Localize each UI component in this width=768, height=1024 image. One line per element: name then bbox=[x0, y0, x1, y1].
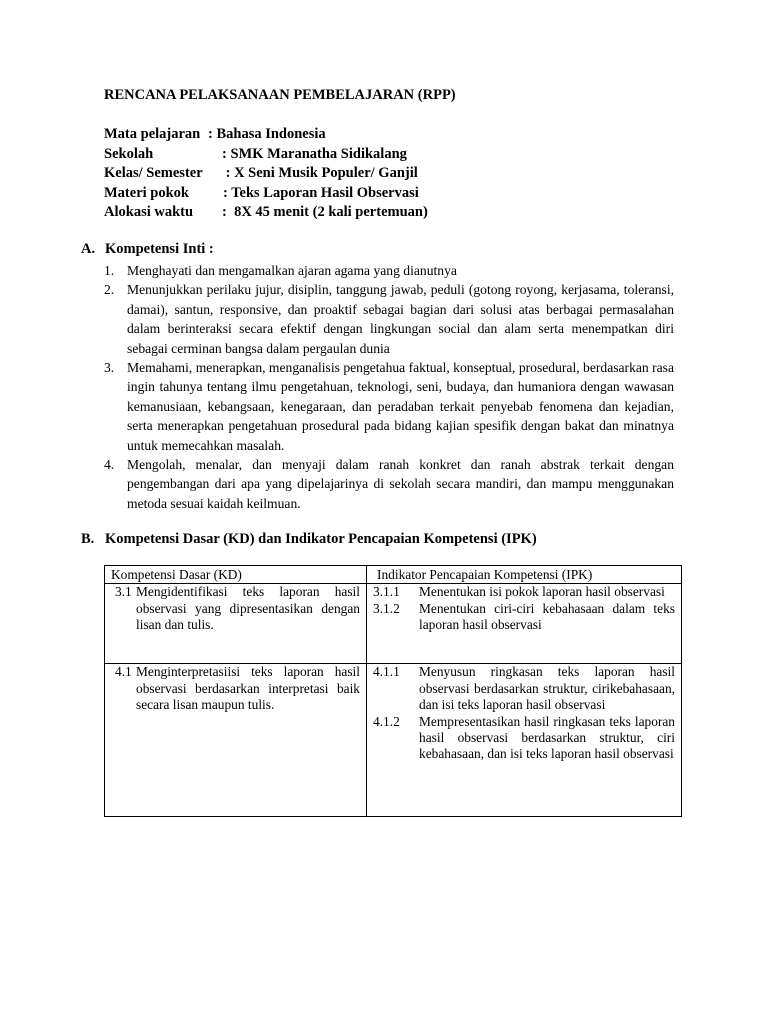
kd-item bbox=[111, 584, 360, 633]
list-item bbox=[104, 455, 674, 513]
meta-label: Mata pelajaran bbox=[104, 126, 201, 142]
list-item-number: 1. bbox=[104, 263, 115, 278]
table-cell bbox=[367, 664, 682, 817]
kompetensi-inti-list bbox=[104, 261, 674, 513]
meta-value: : Bahasa Indonesia bbox=[208, 126, 326, 142]
section-letter: B. bbox=[81, 531, 95, 547]
ipk-item bbox=[373, 664, 675, 713]
table-header-cell: Indikator Pencapaian Kompetensi (IPK) bbox=[367, 566, 682, 584]
meta-row-school bbox=[104, 146, 684, 166]
meta-label: Kelas/ Semester bbox=[104, 165, 203, 181]
meta-row-time bbox=[104, 204, 684, 224]
meta-label: Materi pokok bbox=[104, 184, 189, 201]
ipk-item bbox=[373, 714, 675, 763]
ipk-item bbox=[373, 584, 675, 600]
meta-value: : 8X 45 menit (2 kali pertemuan) bbox=[222, 204, 428, 220]
table-row bbox=[105, 664, 682, 817]
ipk-number: 3.1.2 bbox=[373, 600, 400, 616]
ipk-number: 4.1.2 bbox=[373, 713, 400, 729]
section-title: Kompetensi Inti : bbox=[105, 241, 214, 257]
list-item-text: Mengolah, menalar, dan menyaji dalam ranah konkret dan ranah abstrak terkait dengan pengembangan dari apa yang dipelajarinya di sekolah secara mandiri, dan mampu menggunakan metoda sesuai kaidah keilmuan. bbox=[127, 457, 674, 511]
list-item-number: 4. bbox=[104, 457, 115, 473]
list-item-text: Menghayati dan mengamalkan ajaran agama yang dianutnya bbox=[127, 263, 457, 278]
ipk-number: 3.1.1 bbox=[373, 584, 400, 600]
list-item bbox=[104, 280, 674, 358]
kd-text: Mengidentifikasi teks laporan hasil observasi yang dipresentasikan dengan lisan dan tulis. bbox=[136, 584, 360, 633]
ipk-text: Menentukan ciri-ciri kebahasaan dalam teks laporan hasil observasi bbox=[419, 600, 675, 633]
meta-value: : Teks Laporan Hasil Observasi bbox=[223, 184, 419, 201]
kd-item bbox=[111, 664, 360, 713]
ipk-text: Mempresentasikan hasil ringkasan teks laporan hasil observasi berdasarkan struktur, ciri kebahasaan, dan isi teks laporan hasil observasi bbox=[419, 713, 675, 762]
meta-value: : X Seni Musik Populer/ Ganjil bbox=[222, 165, 418, 181]
list-item bbox=[104, 358, 674, 455]
metadata-block bbox=[104, 126, 684, 224]
table-cell bbox=[367, 584, 682, 664]
kd-number: 4.1 bbox=[115, 664, 132, 680]
ipk-item bbox=[373, 601, 675, 634]
list-item-number: 3. bbox=[104, 360, 115, 376]
ipk-text: Menyusun ringkasan teks laporan hasil observasi berdasarkan struktur, cirikebahasaan, dan isi teks laporan hasil observasi bbox=[419, 664, 675, 713]
table-header-row bbox=[105, 566, 682, 584]
meta-label: Sekolah bbox=[104, 145, 154, 162]
section-letter: A. bbox=[81, 241, 96, 257]
meta-value: : SMK Maranatha Sidikalang bbox=[222, 145, 407, 162]
table-cell bbox=[105, 584, 367, 664]
meta-row-class-semester bbox=[104, 165, 684, 185]
kd-ipk-table bbox=[104, 565, 682, 817]
meta-label: Alokasi waktu bbox=[104, 204, 194, 220]
kd-text: Menginterpretasiisi teks laporan hasil observasi berdasarkan interpretasi baik secara lisan maupun tulis. bbox=[136, 664, 360, 713]
list-item-number: 2. bbox=[104, 282, 115, 298]
kd-number: 3.1 bbox=[115, 584, 132, 600]
list-item-text: Memahami, menerapkan, menganalisis pengetahua faktual, konseptual, prosedural, berdasarkan rasa ingin tahunya tentang ilmu pengetahuan, teknologi, seni, budaya, dan humaniora dengan wawasan kemanusiaan, kebangsaan, kenegaraan, dan peradaban terkait penyebab fenomena dan kejadian, serta menerapkan pengetahuan prosedural pada bidang kajian spesifik dengan bakat dan minatnya untuk memecahkan masalah. bbox=[127, 360, 674, 453]
table-header-cell: Kompetensi Dasar (KD) bbox=[105, 566, 367, 584]
ipk-number: 4.1.1 bbox=[373, 664, 400, 680]
ipk-text: Menentukan isi pokok laporan hasil observasi bbox=[419, 584, 665, 600]
page-title: RENCANA PELAKSANAAN PEMBELAJARAN (RPP) bbox=[104, 87, 456, 103]
section-title: Kompetensi Dasar (KD) dan Indikator Pencapaian Kompetensi (IPK) bbox=[105, 531, 537, 547]
list-item bbox=[104, 261, 674, 280]
meta-row-subject bbox=[104, 126, 684, 146]
table-cell bbox=[105, 664, 367, 817]
list-item-text: Menunjukkan perilaku jujur, disiplin, tanggung jawab, peduli (gotong royong, kerjasama, toleransi, damai), santun, responsive, dan proaktif sebagai bagian dari solusi atas berbagai permasalahan dalam berinteraksi secara efektif dengan lingkungan social dan alam serta menempatkan diri sebagai cerminan bangsa dalam pergaulan dunia bbox=[127, 282, 674, 356]
meta-row-topic bbox=[104, 185, 684, 205]
table-row bbox=[105, 584, 682, 664]
